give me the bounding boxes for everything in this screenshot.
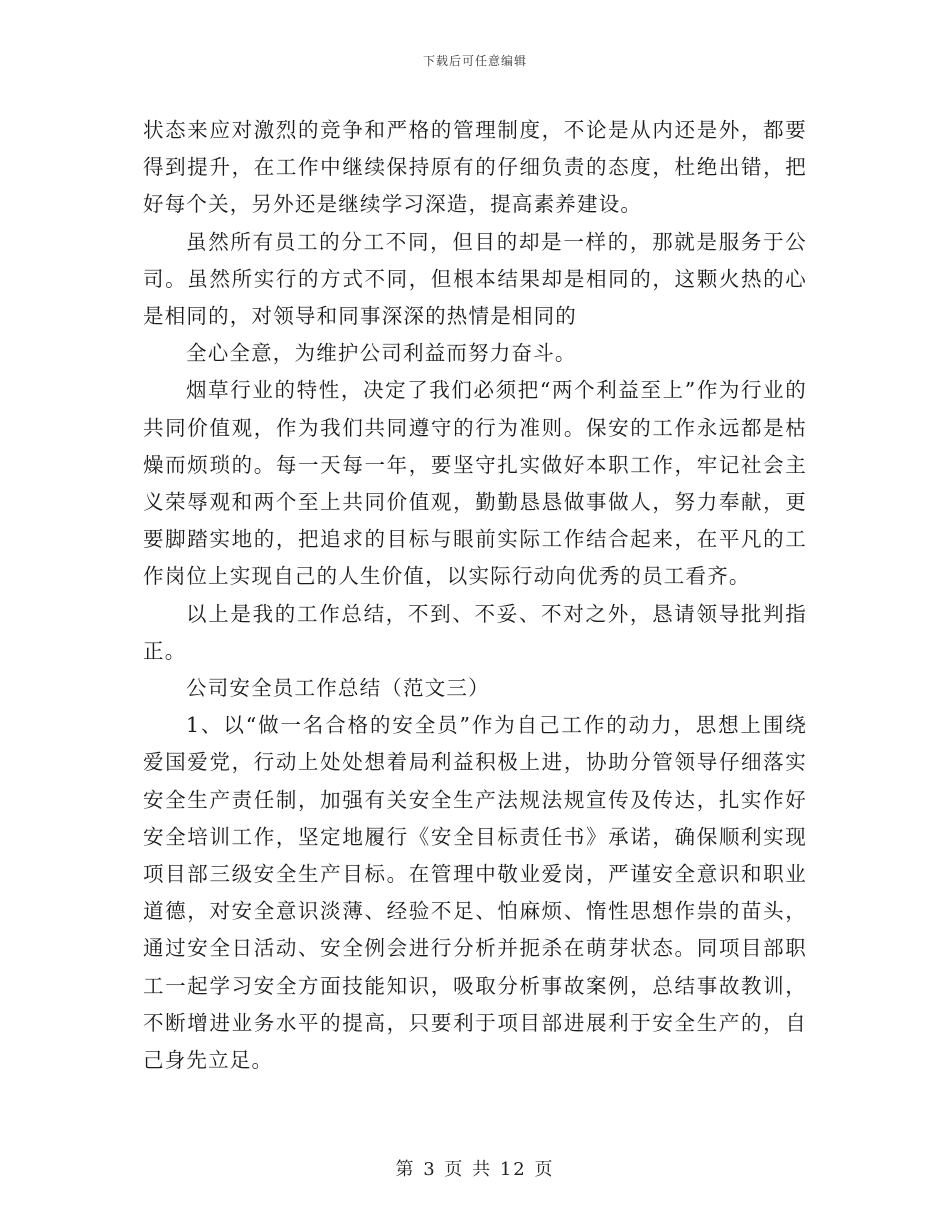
page-number: 第 3 页 共 12 页 [395,1159,555,1180]
paragraph-2: 虽然所有员工的分工不同，但目的却是一样的，那就是服务于公司。虽然所实行的方式不同，但根本结果却是相同的，这颗火热的心是相同的，对领导和同事深深的热情是相同的 [143,229,807,329]
paragraph-6: 1、以“做一名合格的安全员”作为自己工作的动力，思想上围绕爱国爱党，行动上处处想着局利益积极上进，协助分管领导仔细落实安全生产责任制，加强有关安全生产法规法规宣传及传达，扎实作好安全培训工作，坚定地履行《安全目标责任书》承诺，确保顺利实现项目部三级安全生产目标。在管理中敬业爱岗，严谨安全意识和职业道德，对安全意识淡薄、经验不足、怕麻烦、惰性思想作祟的苗头，通过安全日活动、安全例会进行分析并扼杀在萌芽状态。同项目部职工一起学习安全方面技能知识，吸取分析事故案例，总结事故教训，不断增进业务水平的提高，只要利于项目部进展利于安全生产的，自己身先立足。 [143,713,807,1073]
header-note: 下载后可任意编辑 [422,54,527,68]
paragraph-4: 烟草行业的特性，决定了我们必须把“两个利益至上”作为行业的共同价值观，作为我们共同遵守的行为准则。保安的工作永远都是枯燥而烦琐的。每一天每一年，要坚守扎实做好本职工作，牢记社会主义荣辱观和两个至上共同价值观，勤勤恳恳做事做人，努力奉献，更要脚踏实地的，把追求的目标与眼前实际工作结合起来，在平凡的工作岗位上实现自己的人生价值，以实际行动向优秀的员工看齐。 [143,378,807,589]
paragraph-3: 全心全意，为维护公司利益而努力奋斗。 [186,341,577,366]
section-heading: 公司安全员工作总结（范文三） [186,676,490,701]
paragraph-5: 以上是我的工作总结，不到、不妥、不对之外，恳请领导批判指正。 [143,601,807,663]
document-body [143,112,807,1079]
paragraph-1: 状态来应对激烈的竞争和严格的管理制度，不论是从内还是外，都要得到提升，在工作中继续保持原有的仔细负责的态度，杜绝出错，把好每个关，另外还是继续学习深造，提高素养建设。 [143,118,807,217]
